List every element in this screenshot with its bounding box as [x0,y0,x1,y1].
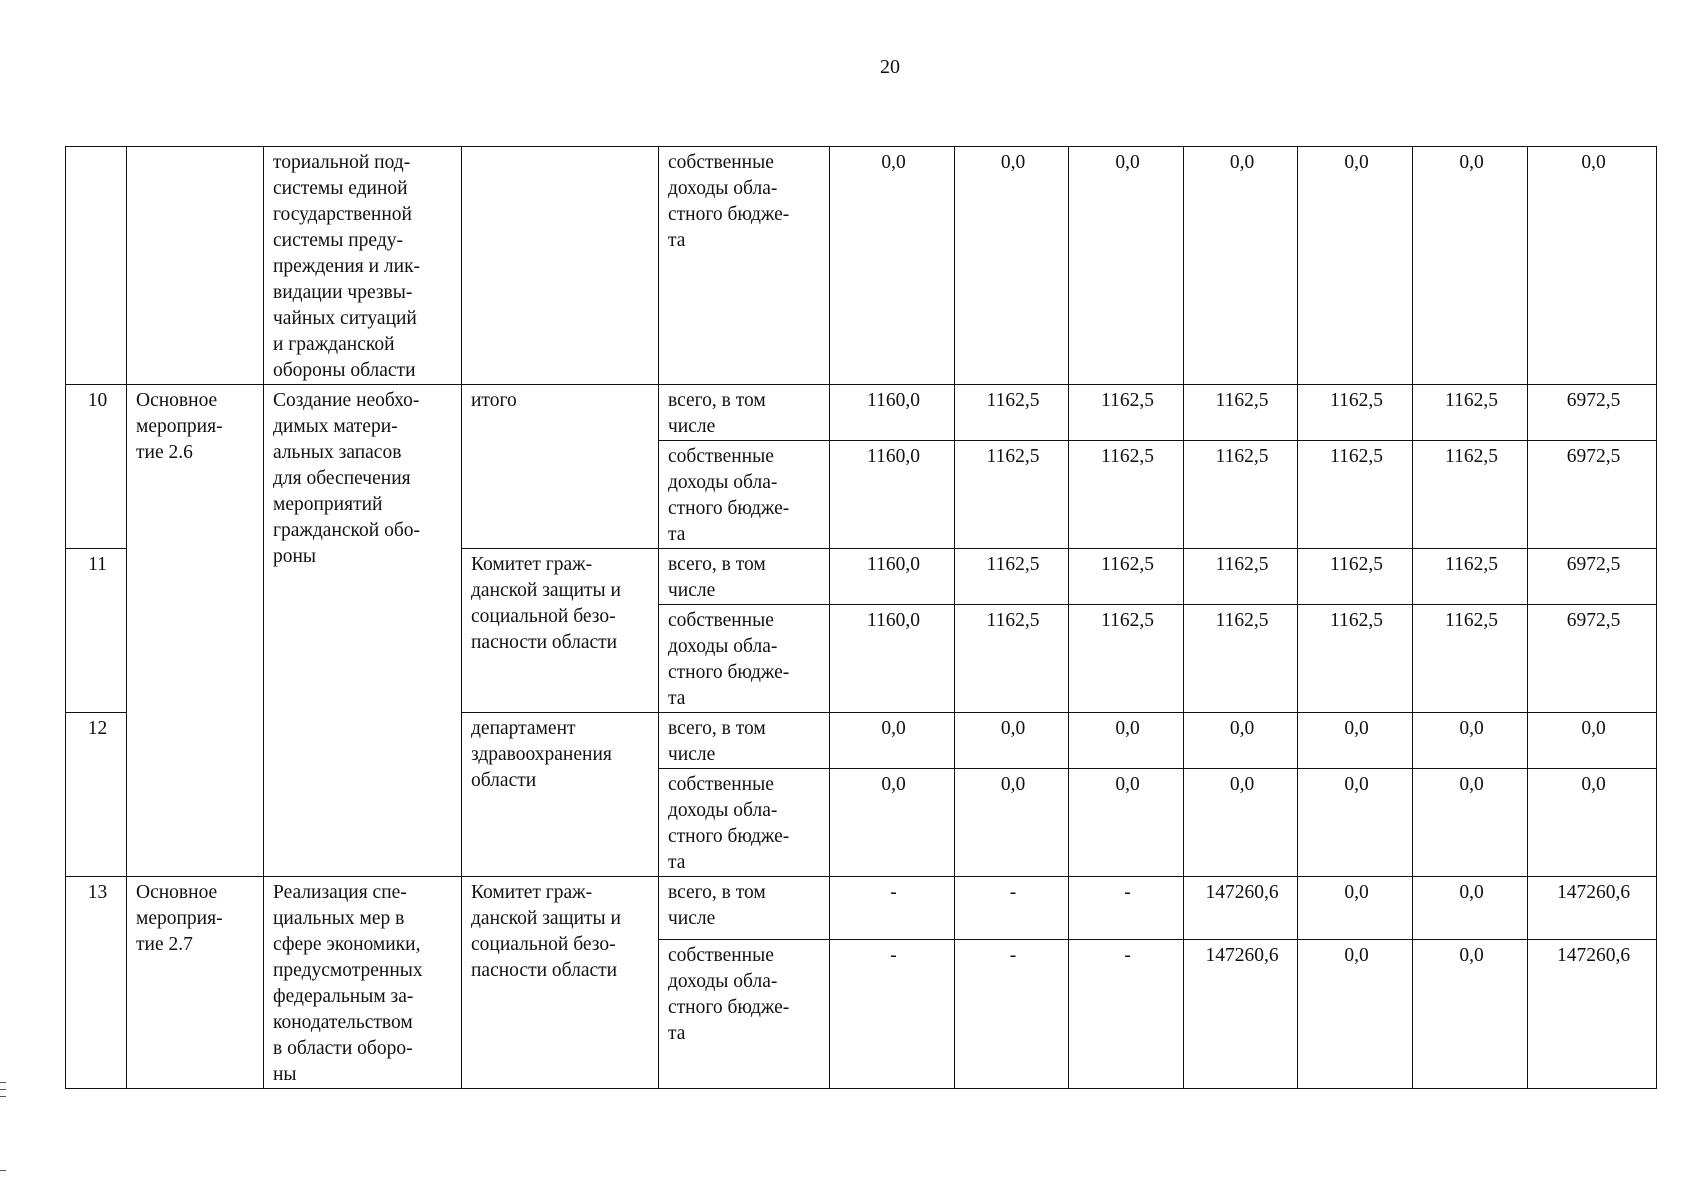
row-number-cell: 13 [66,877,127,1089]
value-cell: 0,0 [830,713,955,769]
total-value-cell: 147260,6 [1528,940,1657,1089]
value-cell: 1162,5 [1069,385,1184,441]
executor-cell: Комитет граж- данской защиты и социальной безо- пасности области [462,549,659,713]
total-value-cell: 0,0 [1528,713,1657,769]
page-number: 20 [880,56,900,78]
value-cell: 0,0 [1413,877,1528,940]
measure-name-cell: Создание необхо- димых матери- альных запасов для обеспечения мероприятий гражданской обо- роны [264,385,462,877]
value-cell: 1162,5 [955,441,1069,549]
value-cell: 0,0 [1298,769,1413,877]
value-cell: 1162,5 [1298,605,1413,713]
value-cell: 0,0 [955,769,1069,877]
funding-source-cell: собственные доходы обла- стного бюдже- та [659,940,830,1089]
measure-type-cell: Основное мероприя- тие 2.7 [127,877,264,1089]
value-cell: 0,0 [955,147,1069,385]
scan-mark [0,1096,6,1097]
value-cell: 147260,6 [1184,940,1298,1089]
value-cell: 0,0 [1069,713,1184,769]
funding-source-cell: собственные доходы обла- стного бюдже- та [659,605,830,713]
measure-type-cell [127,147,264,385]
value-cell: 1162,5 [1413,605,1528,713]
value-cell: 0,0 [1298,147,1413,385]
value-cell: 1160,0 [830,385,955,441]
value-cell: 1162,5 [1298,441,1413,549]
table-row [66,147,1657,385]
value-cell: 0,0 [830,147,955,385]
value-cell: 1160,0 [830,441,955,549]
executor-cell: департамент здравоохранения области [462,713,659,877]
measure-name-cell: Реализация спе- циальных мер в сфере экономики, предусмотренных федеральным за- конодательством в области оборо- ны [264,877,462,1089]
value-cell: 1162,5 [1184,549,1298,605]
value-cell: 1162,5 [1184,605,1298,713]
value-cell: 1162,5 [1413,385,1528,441]
funding-source-cell: всего, в том числе [659,877,830,940]
scan-mark [0,1170,6,1171]
total-value-cell: 6972,5 [1528,605,1657,713]
scan-mark [0,1082,6,1083]
funding-source-cell: собственные доходы обла- стного бюдже- та [659,147,830,385]
value-cell: 0,0 [830,769,955,877]
value-cell: 1162,5 [1413,549,1528,605]
value-cell: 147260,6 [1184,877,1298,940]
value-cell: 1162,5 [955,385,1069,441]
executor-cell: Комитет граж- данской защиты и социальной безо- пасности области [462,877,659,1089]
row-number-cell [66,147,127,385]
value-cell: - [955,940,1069,1089]
measure-name-cell: ториальной под- системы единой государственной системы преду- преждения и лик- видации чрезвы- чайных ситуаций и гражданской обороны области [264,147,462,385]
value-cell: 0,0 [955,713,1069,769]
value-cell: 0,0 [1413,147,1528,385]
value-cell: 1162,5 [1069,549,1184,605]
measure-type-cell: Основное мероприя- тие 2.6 [127,385,264,877]
total-value-cell: 0,0 [1528,769,1657,877]
value-cell: 1162,5 [955,549,1069,605]
value-cell: 0,0 [1069,769,1184,877]
total-value-cell: 6972,5 [1528,441,1657,549]
row-number-cell: 11 [66,549,127,713]
executor-cell [462,147,659,385]
row-number-cell: 12 [66,713,127,877]
total-value-cell: 6972,5 [1528,549,1657,605]
funding-source-cell: всего, в том числе [659,549,830,605]
value-cell: 1162,5 [1184,385,1298,441]
value-cell: - [830,877,955,940]
value-cell: 0,0 [1298,940,1413,1089]
value-cell: 1162,5 [1298,385,1413,441]
value-cell: 0,0 [1413,940,1528,1089]
value-cell: - [1069,940,1184,1089]
funding-source-cell: собственные доходы обла- стного бюдже- та [659,441,830,549]
executor-cell: итого [462,385,659,549]
value-cell: 1160,0 [830,605,955,713]
value-cell: 0,0 [1069,147,1184,385]
value-cell: 0,0 [1184,713,1298,769]
value-cell: 1160,0 [830,549,955,605]
budget-table [65,146,1657,1089]
value-cell: 1162,5 [1184,441,1298,549]
value-cell: 0,0 [1298,713,1413,769]
funding-source-cell: собственные доходы обла- стного бюдже- та [659,769,830,877]
value-cell: 0,0 [1184,147,1298,385]
value-cell: 1162,5 [1298,549,1413,605]
value-cell: 0,0 [1184,769,1298,877]
funding-source-cell: всего, в том числе [659,713,830,769]
scan-mark [0,1089,6,1090]
value-cell: 1162,5 [1069,441,1184,549]
value-cell: - [830,940,955,1089]
table-row [66,385,1657,441]
value-cell: 1162,5 [1069,605,1184,713]
value-cell: 0,0 [1413,769,1528,877]
value-cell: - [955,877,1069,940]
value-cell: 0,0 [1413,713,1528,769]
table-row [66,877,1657,940]
funding-source-cell: всего, в том числе [659,385,830,441]
total-value-cell: 0,0 [1528,147,1657,385]
total-value-cell: 147260,6 [1528,877,1657,940]
value-cell: 1162,5 [955,605,1069,713]
value-cell: - [1069,877,1184,940]
value-cell: 0,0 [1298,877,1413,940]
total-value-cell: 6972,5 [1528,385,1657,441]
row-number-cell: 10 [66,385,127,549]
value-cell: 1162,5 [1413,441,1528,549]
